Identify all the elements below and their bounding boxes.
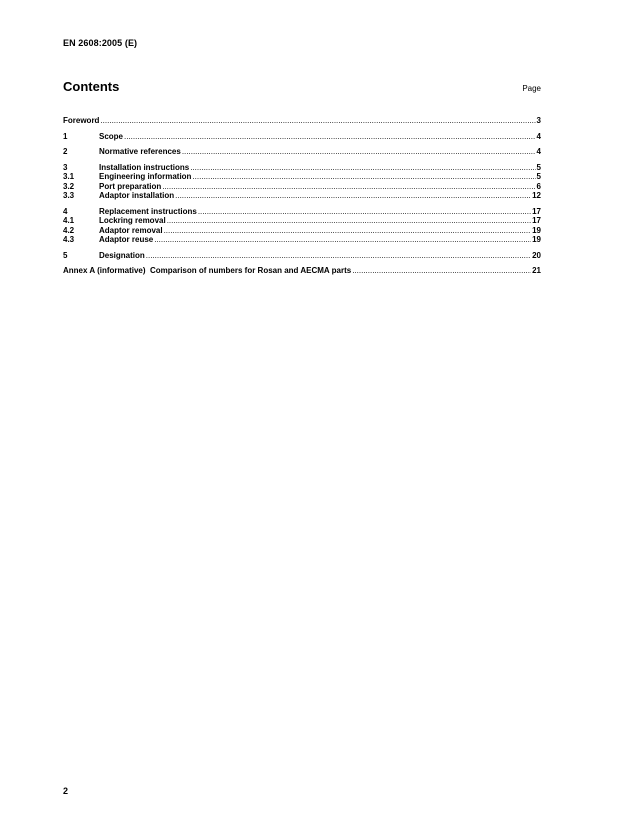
toc-title: Designation — [99, 250, 145, 260]
toc-page: 12 — [532, 191, 541, 200]
toc-number: 3.3 — [63, 191, 75, 200]
toc-page: 17 — [532, 216, 541, 225]
toc-title: Engineering information — [99, 172, 192, 181]
toc-leader-dots — [192, 172, 535, 182]
toc-title: Port preparation — [99, 181, 162, 191]
toc-number: 2 — [63, 147, 68, 156]
toc-leader-dots — [162, 182, 535, 192]
page-column-label: Page — [522, 84, 541, 93]
toc-entry-lockring-removal[interactable] — [63, 216, 541, 226]
toc-leader-dots — [154, 235, 531, 245]
toc-entry-adaptor-reuse[interactable] — [63, 235, 541, 245]
toc-number: 5 — [63, 250, 68, 260]
toc-number: 3.2 — [63, 181, 75, 191]
toc-page: 5 — [536, 172, 541, 181]
contents-title: Contents — [63, 79, 120, 94]
toc-entry-foreword[interactable] — [63, 116, 541, 126]
toc-entry-adaptor-removal[interactable] — [63, 226, 541, 236]
toc-number: 3.1 — [63, 172, 75, 181]
toc-entry-annex-a[interactable] — [63, 266, 541, 276]
toc-page: 5 — [536, 162, 541, 172]
toc-page: 17 — [532, 206, 541, 216]
toc-title: Replacement instructions — [99, 206, 197, 216]
toc-leader-dots — [190, 163, 535, 173]
toc-title: Normative references — [99, 147, 181, 156]
toc-entry-engineering-information[interactable] — [63, 172, 541, 182]
toc-title: Adaptor installation — [99, 191, 175, 200]
toc-number: 1 — [63, 131, 68, 141]
toc-entry-installation-instructions[interactable] — [63, 163, 541, 173]
toc-number: 4 — [63, 206, 68, 216]
table-of-contents — [63, 116, 541, 276]
toc-title: Annex A (informative) Comparison of numbers for Rosan and AECMA parts — [63, 266, 352, 275]
toc-title: Adaptor removal — [99, 225, 163, 235]
toc-entry-normative-references[interactable] — [63, 147, 541, 157]
toc-leader-dots — [146, 251, 531, 261]
toc-title: Installation instructions — [99, 162, 190, 172]
toc-leader-dots — [182, 147, 536, 157]
toc-page: 6 — [536, 181, 541, 191]
toc-entry-scope[interactable] — [63, 132, 541, 142]
toc-leader-dots — [164, 226, 532, 236]
toc-leader-dots — [198, 207, 531, 217]
toc-entry-designation[interactable] — [63, 251, 541, 261]
toc-title: Lockring removal — [99, 216, 166, 225]
toc-entry-adaptor-installation[interactable] — [63, 191, 541, 201]
toc-leader-dots — [352, 266, 531, 276]
document-header: EN 2608:2005 (E) — [63, 38, 138, 48]
toc-title: Foreword — [63, 116, 100, 125]
toc-number: 3 — [63, 162, 68, 172]
toc-number: 4.1 — [63, 216, 75, 225]
toc-number: 4.2 — [63, 225, 75, 235]
toc-entry-replacement-instructions[interactable] — [63, 207, 541, 217]
toc-leader-dots — [100, 116, 535, 126]
toc-page: 19 — [532, 225, 541, 235]
page-number: 2 — [63, 786, 69, 796]
toc-page: 20 — [532, 250, 541, 260]
toc-title: Adaptor reuse — [99, 235, 154, 244]
toc-page: 21 — [532, 266, 541, 275]
toc-title: Scope — [99, 131, 124, 141]
toc-leader-dots — [175, 191, 531, 201]
toc-page: 4 — [536, 131, 541, 141]
toc-leader-dots — [124, 132, 536, 142]
toc-number: 4.3 — [63, 235, 75, 244]
toc-leader-dots — [167, 216, 531, 226]
toc-page: 3 — [536, 116, 541, 125]
toc-page: 4 — [536, 147, 541, 156]
toc-entry-port-preparation[interactable] — [63, 182, 541, 192]
toc-page: 19 — [532, 235, 541, 244]
